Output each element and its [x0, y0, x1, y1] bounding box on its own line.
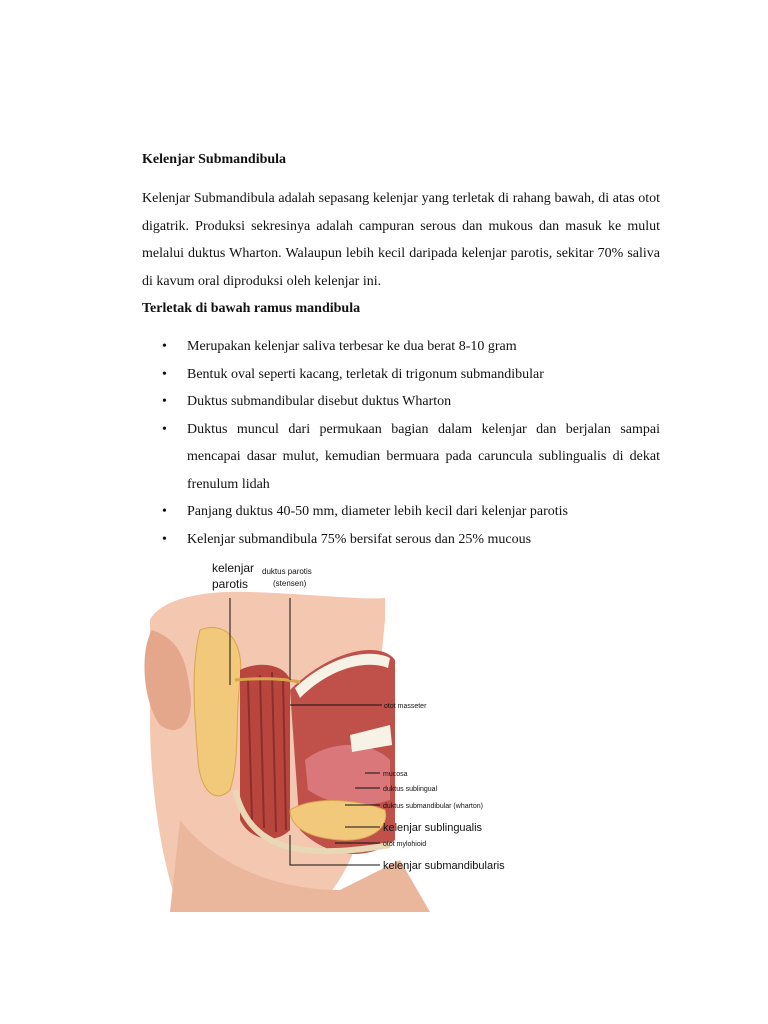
label-duktus-parotis-2: (stensen) — [273, 579, 307, 588]
label-kelenjar-parotis-2: parotis — [212, 577, 249, 591]
section-heading-submandibula: Kelenjar Submandibula — [142, 152, 287, 167]
bullet-icon: • — [162, 339, 167, 354]
label-kelenjar-submandibularis: kelenjar submandibularis — [383, 860, 505, 872]
list-item — [142, 388, 660, 416]
list-item-text: Merupakan kelenjar saliva terbesar ke dua berat 8-10 gram — [187, 339, 517, 354]
label-duktus-sublingual: duktus sublingual — [383, 786, 438, 793]
label-duktus-parotis-1: duktus parotis — [262, 567, 312, 576]
bullet-icon: • — [162, 394, 167, 409]
anatomy-illustration — [140, 560, 540, 912]
list-item — [142, 361, 660, 389]
list-item — [142, 333, 660, 361]
list-item-text: Panjang duktus 40-50 mm, diameter lebih kecil dari kelenjar parotis — [187, 504, 569, 519]
intro-paragraph — [142, 185, 660, 295]
bullet-icon: • — [162, 366, 167, 382]
list-item-text: Bentuk oval seperti kacang, terletak di trigonum submandibular — [187, 366, 544, 382]
list-item — [142, 416, 660, 499]
list-item — [142, 498, 660, 526]
list-item-text: Duktus muncul dari permukaan bagian dalam kelenjar dan berjalan sampai mencapai dasar mulut, kemudian bermuara pada caruncula sublingualis di dekat frenulum lidah — [187, 421, 660, 492]
label-duktus-submandibular: duktus submandibular (wharton) — [383, 803, 483, 810]
anatomy-figure — [140, 560, 540, 912]
bullet-icon: • — [162, 504, 167, 519]
intro-paragraph-text: Kelenjar Submandibula adalah sepasang kelenjar yang terletak di rahang bawah, di atas otot digatrik. Produksi sekresinya adalah campuran serous dan mukous dan masuk ke mulut melalui duktus Wharton. Walaupun lebih kecil daripada kelenjar parotis, sekitar 70% saliva di kavum oral diproduksi oleh kelenjar ini. — [142, 191, 660, 289]
label-otot-mylohioid: otot mylohioid — [383, 841, 427, 848]
list-item — [142, 526, 660, 554]
label-kelenjar-sublingualis: kelenjar sublingualis — [383, 822, 483, 834]
label-otot-masseter: otot masseter — [384, 703, 427, 710]
parotid-gland — [194, 627, 241, 795]
section-heading-ramus: Terletak di bawah ramus mandibula — [142, 301, 361, 316]
list-item-text: Duktus submandibular disebut duktus Wharton — [187, 394, 452, 409]
list-item-text: Kelenjar submandibula 75% bersifat serous dan 25% mucous — [187, 531, 532, 547]
bullet-icon: • — [162, 421, 167, 437]
bullet-icon: • — [162, 531, 167, 547]
bullet-list — [142, 333, 660, 553]
label-kelenjar-parotis-1: kelenjar — [212, 561, 255, 575]
label-mucosa: mucosa — [383, 771, 408, 778]
